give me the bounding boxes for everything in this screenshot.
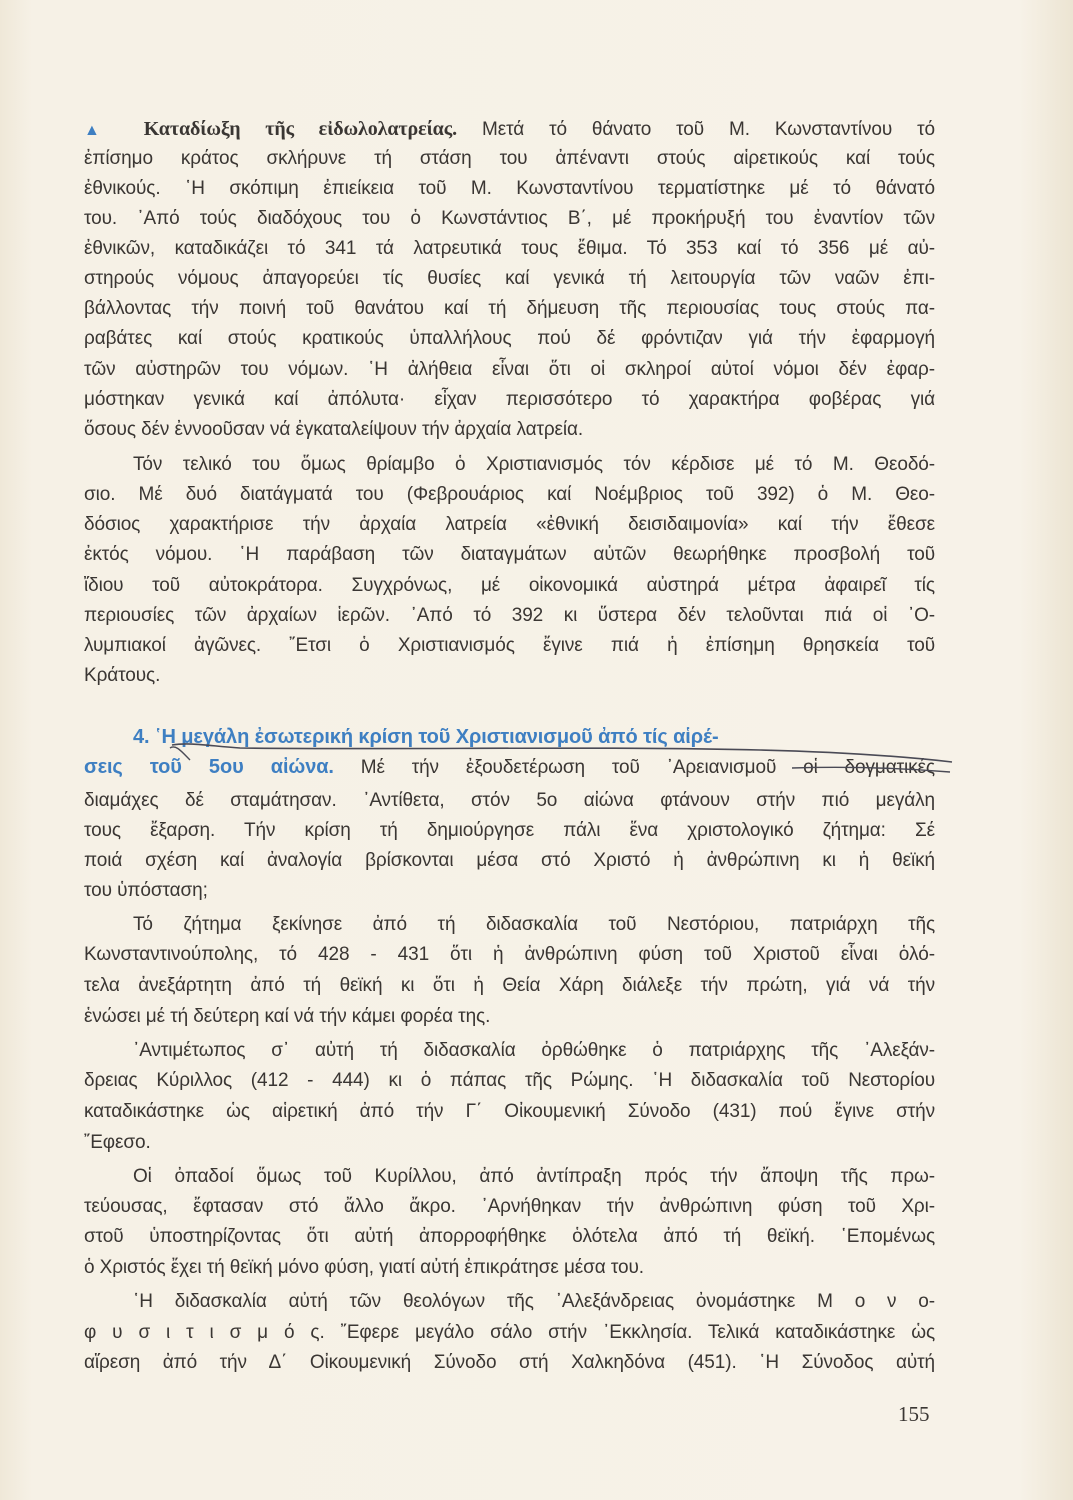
text-line: ἴδιου τοῦ αὐτοκράτορα. Συγχρόνως, μέ οἰκονομικά αὐστηρά μέτρα ἀφαιρεῖ τίς [84,575,935,596]
triangle-bullet-icon: ▲ [84,122,144,139]
text-line: μόστηκαν γενικά καί ἀπόλυτα· εἶχαν περισσότερο τό χαρακτήρα φοβέρας γιά [84,389,935,410]
text-line: στοῦ ὑποστηρίζοντας ὅτι αὐτή ἀπορροφήθηκε ὁλότελα ἀπό τή θεϊκή. ῾Επομένως [84,1226,935,1247]
text-line: βάλλοντας τήν ποινή τοῦ θανάτου καί τή δήμευση τῆς περιουσίας τους στούς πα- [84,298,935,319]
page-number: 155 [898,1402,930,1426]
text-line: ποιά σχέση καί ἀναλογία βρίσκονται μέσα στό Χριστό ἡ ἀνθρώπινη κι ἡ θεϊκή [84,850,935,871]
text-line [84,117,935,143]
text-line: δρειας Κύριλλος (412 - 444) κι ὁ πάπας τῆς Ρώμης. ῾Η διδασκαλία τοῦ Νεστορίου [84,1070,935,1091]
text-line: του. ᾿Από τούς διαδόχους του ὁ Κωνστάντιος Β΄, μέ προκήρυξή του ἐναντίον τῶν [84,208,935,229]
text-run: Μετά τό θάνατο τοῦ Μ. Κωνσταντίνου τό [457,119,935,140]
section-heading-line [133,725,935,750]
text-line: λυμπιακοί ἀγῶνες. ῎Ετσι ὁ Χριστιανισμός ἔγινε πιά ἡ ἐπίσημη θρησκεία τοῦ [84,635,935,656]
text-line: τους ἔξαρση. Τήν κρίση τή δημιούργησε πάλι ἕνα χριστολογικό ζήτημα: Σέ [84,820,935,841]
text-line: ὁ Χριστός ἔχει τή θεϊκή μόνο φύση, γιατί αὐτή ἐπικράτησε μέσα του. [84,1257,644,1278]
text-line: Κωνσταντινούπολης, τό 428 - 431 ὅτι ἡ ἀνθρώπινη φύση τοῦ Χριστοῦ εἶναι ὁλό- [84,944,935,965]
text-line: ῾Η διδασκαλία αὐτή τῶν θεολόγων τῆς ᾿Αλεξάνδρειας ὀνομάστηκε Μ ο ν ο- [133,1291,935,1312]
text-run: Μέ τήν ἐξουδετέρωση τοῦ ᾿Αρειανισμοῦ οἱ δογματικές [333,757,935,778]
text-line: τῶν αὐστηρῶν του νόμων. ῾Η ἀλήθεια εἶναι ὅτι οἱ σκληροί αὐτοί νόμοι δέν ἐφαρ- [84,359,935,380]
text-line: ἐθνικῶν, καταδικάζει τό 341 τά λατρευτικά τους ἔθιμα. Τό 353 καί τό 356 μέ αὐ- [84,238,935,259]
subsection-title: Καταδίωξη τῆς εἰδωλολατρείας. [143,118,457,140]
text-line: δόσιος χαρακτήρισε τήν ἀρχαία λατρεία «ἐθνική δεισιδαιμονία» καί τήν ἔθεσε [84,514,935,535]
text-line: ἐπίσημο κράτος σκλήρυνε τή στάση του ἀπέναντι στούς αἱρετικούς καί τούς [84,148,935,169]
text-line: ᾿Αντιμέτωπος σ᾿ αὐτή τή διδασκαλία ὀρθώθηκε ὁ πατριάρχης τῆς ᾿Αλεξάν- [133,1040,935,1061]
text-line: ῎Εφεσο. [84,1132,151,1153]
text-line: σιο. Μέ δυό διατάγματά του (Φεβρουάριος καί Νοέμβριος τοῦ 392) ὁ Μ. Θεο- [84,484,935,505]
text-line: αἵρεση ἀπό τήν Δ΄ Οἰκουμενική Σύνοδο στή Χαλκηδόνα (451). ῾Η Σύνοδος αὐτή [84,1352,935,1373]
text-line: καταδικάστηκε ὡς αἱρετική ἀπό τήν Γ΄ Οἰκουμενική Σύνοδο (431) πού ἔγινε στήν [84,1101,935,1122]
section-heading: σεις τοῦ 5ου αἰώνα. [84,756,334,778]
section-heading: 4. ῾Η μεγάλη ἐσωτερική κρίση τοῦ Χριστιανισμοῦ ἀπό τίς αἱρέ- [133,726,719,748]
text-line: Οἱ ὀπαδοί ὅμως τοῦ Κυρίλλου, ἀπό ἀντίπραξη πρός τήν ἄποψη τῆς πρω- [133,1166,935,1187]
text-line: στηρούς νόμους ἀπαγορεύει τίς θυσίες καί γενικά τή λειτουργία τῶν ναῶν ἐπι- [84,268,935,289]
text-line: Κράτους. [84,665,161,686]
text-line: Τό ζήτημα ξεκίνησε ἀπό τή διδασκαλία τοῦ Νεστόριου, πατριάρχη τῆς [133,914,935,935]
text-line: ραβάτες καί στούς κρατικούς ὑπαλλήλους πού δέ φρόντιζαν γιά τήν ἐφαρμογή [84,328,935,349]
text-line: ὅσους δέν ἐννοοῦσαν νά ἐγκαταλείψουν τήν ἀρχαία λατρεία. [84,419,584,440]
text-line: ἐθνικούς. ῾Η σκόπιμη ἐπιείκεια τοῦ Μ. Κωνσταντίνου τερματίστηκε μέ τό θάνατό [84,178,935,199]
text-line: διαμάχες δέ σταμάτησαν. ᾿Αντίθετα, στόν 5ο αἰώνα φτάνουν στήν πιό μεγάλη [84,790,935,811]
text-line: του ὑπόσταση; [84,880,208,901]
text-line: περιουσίες τῶν ἀρχαίων ἱερῶν. ᾿Από τό 392 κι ὕστερα δέν τελοῦνται πιά οἱ ᾿Ο- [84,605,935,626]
text-line: τελα ἀνεξάρτητη ἀπό τή θεϊκή κι ὅτι ἡ Θεία Χάρη διάλεξε τήν πρώτη, γιά νά τήν [84,975,935,996]
section-heading-line [84,755,935,780]
text-line: ἑνώσει μέ τή δεύτερη καί νά τήν κάμει φορέα της. [84,1006,491,1027]
text-line: φ υ σ ι τ ι σ μ ό ς. ῎Εφερε μεγάλο σάλο στήν ᾿Εκκλησία. Τελικά καταδικάστηκε ὡς [84,1322,935,1343]
text-line: τεύουσας, ἔφτασαν στό ἄλλο ἄκρο. ᾿Αρνήθηκαν τήν ἀνθρώπινη φύση τοῦ Χρι- [84,1196,935,1217]
text-line: Τόν τελικό του ὅμως θρίαμβο ὁ Χριστιανισμός τόν κέρδισε μέ τό Μ. Θεοδό- [133,454,935,475]
text-line: ἐκτός νόμου. ῾Η παράβαση τῶν διαταγμάτων αὐτῶν θεωρήθηκε προσβολή τοῦ [84,544,935,565]
